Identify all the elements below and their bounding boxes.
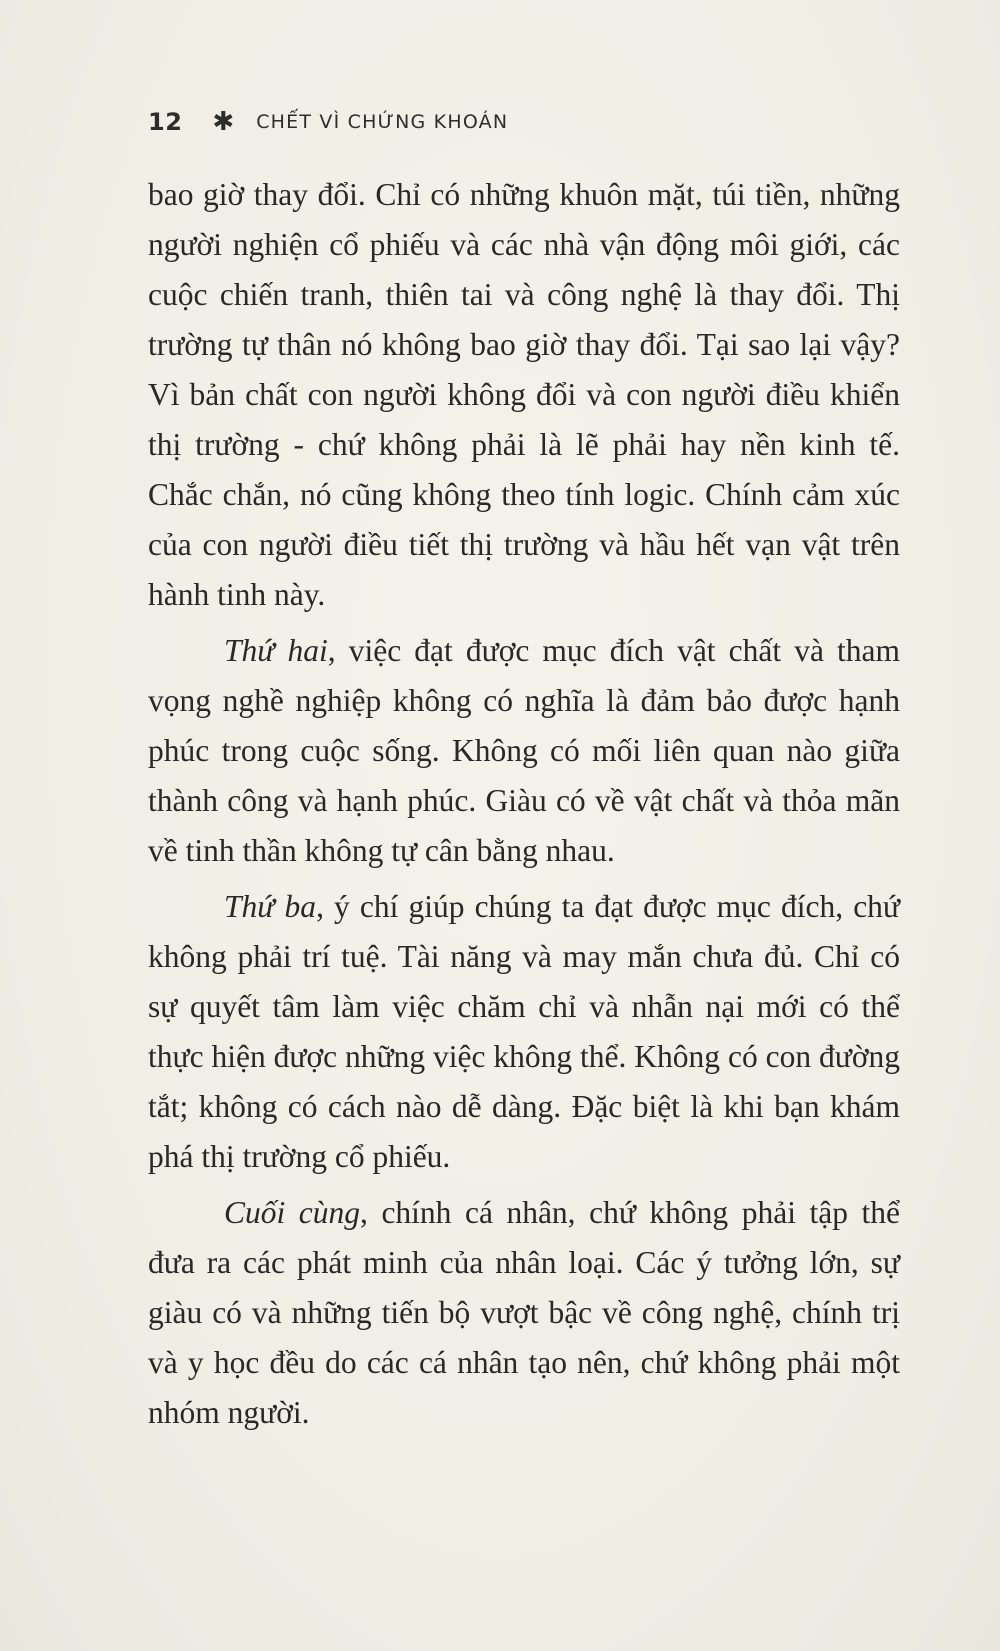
paragraph-lead: Thứ hai <box>224 633 328 668</box>
star-icon: ✱ <box>212 107 235 137</box>
paragraph-text: , chính cá nhân, chứ không phải tập thể đưa ra các phát minh của nhân loại. Các ý tưởng lớn, sự giàu có và những tiến bộ vượt bậc về công nghệ, chính trị và y học đều do các cá nhân tạo nên, chứ không phải một nhóm người. <box>148 1195 900 1430</box>
paragraph-text: , ý chí giúp chúng ta đạt được mục đích, chứ không phải trí tuệ. Tài năng và may mắn chưa đủ. Chỉ có sự quyết tâm làm việc chăm chỉ và nhẫn nại mới có thể thực hiện được những việc không thể. Không có con đường tắt; không có cách nào dễ dàng. Đặc biệt là khi bạn khám phá thị trường cổ phiếu. <box>148 889 900 1174</box>
paragraph-text: bao giờ thay đổi. Chỉ có những khuôn mặt, túi tiền, những người nghiện cổ phiếu và các nhà vận động môi giới, các cuộc chiến tranh, thiên tai và công nghệ là thay đổi. Thị trường tự thân nó không bao giờ thay đổi. Tại sao lại vậy? Vì bản chất con người không đổi và con người điều khiển thị trường - chứ không phải là lẽ phải hay nền kinh tế. Chắc chắn, nó cũng không theo tính logic. Chính cảm xúc của con người điều tiết thị trường và hầu hết vạn vật trên hành tinh này. <box>148 177 900 612</box>
paragraph-second <box>148 626 900 876</box>
paragraph-text: , việc đạt được mục đích vật chất và tham vọng nghề nghiệp không có nghĩa là đảm bảo được hạnh phúc trong cuộc sống. Không có mối liên quan nào giữa thành công và hạnh phúc. Giàu có về vật chất và thỏa mãn về tinh thần không tự cân bằng nhau. <box>148 633 900 868</box>
paragraph-lead: Thứ ba <box>224 889 317 924</box>
paragraph-continuation <box>148 170 900 620</box>
chapter-title: CHẾT VÌ CHỨNG KHOÁN <box>256 111 509 133</box>
page-number: 12 <box>148 108 183 136</box>
running-header <box>148 104 508 140</box>
body-text <box>148 170 900 1438</box>
paragraph-lead: Cuối cùng <box>224 1195 361 1230</box>
paragraph-finally <box>148 1188 900 1438</box>
paragraph-third <box>148 882 900 1182</box>
